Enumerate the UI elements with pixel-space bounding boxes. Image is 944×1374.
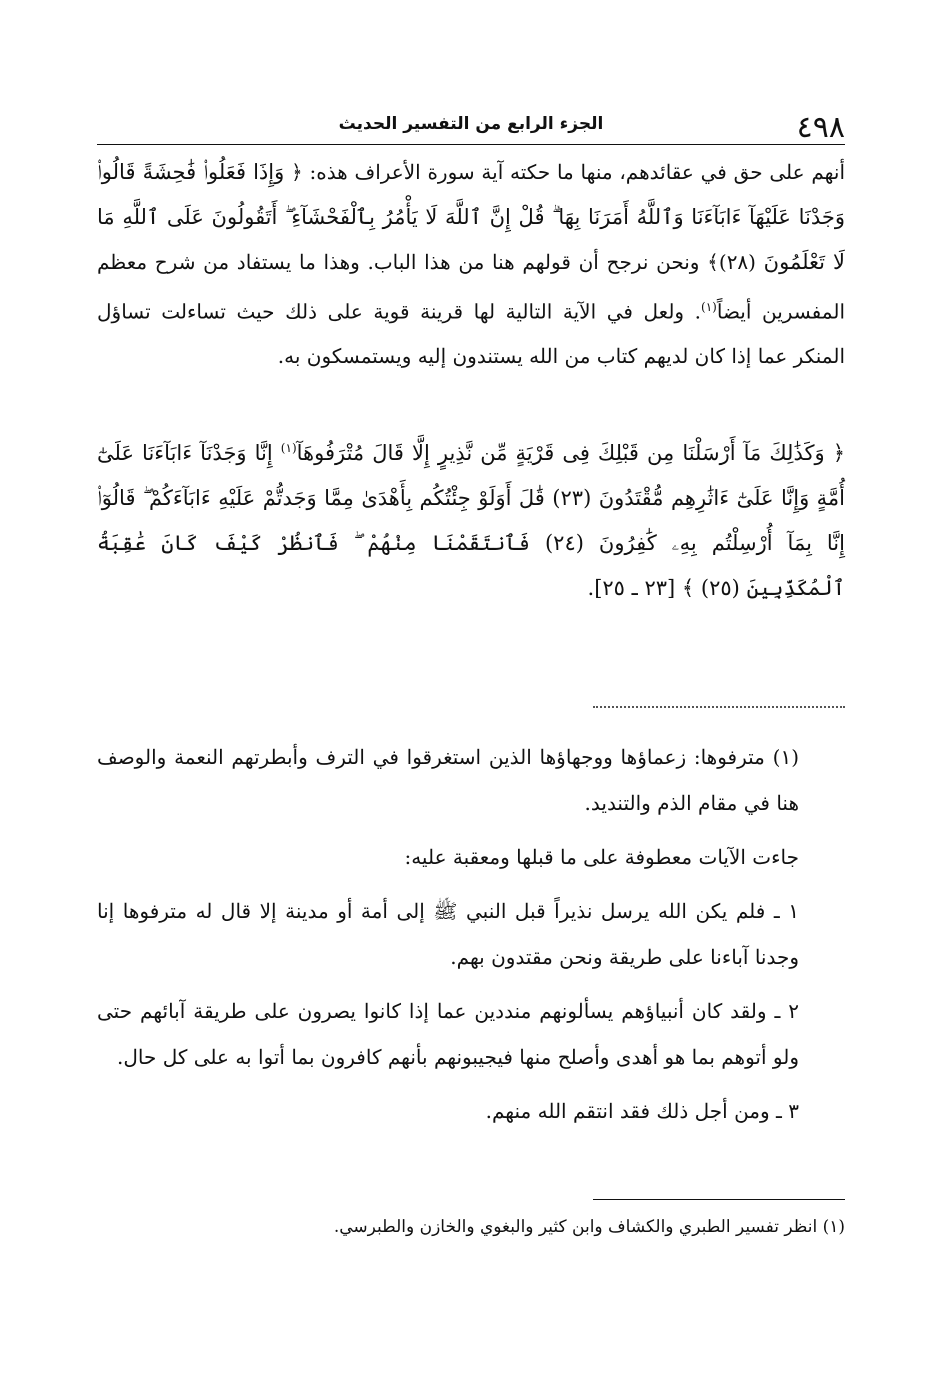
dotted-separator [593, 706, 845, 708]
commentary-intro: جاءت الآيات معطوفة على ما قبلها ومعقبة عليه: [404, 845, 799, 869]
header-rule [97, 144, 845, 145]
ayah-number: (٢٣) [552, 485, 592, 510]
commentary-point-1: ١ ـ فلم يكن الله يرسل نذيراً قبل النبي ﷺ إلى أمة أو مدينة إلا قال له مترفوها إنا وجدنا آباءنا على طريقة ونحن مقتدون بهم. [97, 899, 799, 969]
ayah-text: وَإِذَا فَعَلُوا۟ فَٰحِشَةً قَالُوا۟ وَجَدْنَا عَلَيْهَآ ءَابَآءَنَا وَٱللَّهُ أَمَرَنَا بِهَا ۗ قُلْ إِنَّ ٱللَّهَ لَا يَأْمُرُ بِٱلْفَحْشَآءِ ۖ أَتَقُولُونَ عَلَى ٱللَّهِ مَا لَا تَعْلَمُونَ [97, 160, 845, 274]
ayah-number: (٢٨) [718, 250, 756, 274]
ornate-bracket-close: ﴾ [707, 250, 719, 274]
commentary [97, 734, 845, 1142]
ayah-text: وَكَذَٰلِكَ مَآ أَرْسَلْنَا مِن قَبْلِكَ فِى قَرْيَةٍ مِّن نَّذِيرٍ إِلَّا قَالَ مُتْرَفُوهَآ [296, 440, 825, 465]
running-title: الجزء الرابع من التفسير الحديث [338, 114, 604, 134]
ornate-bracket-open: ﴿ [291, 160, 303, 184]
main-text [97, 150, 845, 611]
paragraph-text: . ولعل في الآية التالية لها قرينة قوية على ذلك حيث تساءلت تساؤل المنكر عما إذا كان لديهم كتاب من الله يستندون إليه ويستمسكون به. [97, 299, 845, 368]
explanatory-note: (١) مترفوها: زعماؤها ووجهاؤها الذين استغرقوا في الترف وأبطرتهم النعمة والوصف هنا في مقام الذم والتنديد. [97, 745, 799, 815]
paragraph-1 [97, 150, 845, 378]
ayah-block [97, 426, 845, 611]
footnote-ref[interactable]: (١) [701, 300, 717, 314]
ayah-number: (٢٤) [544, 530, 584, 555]
footnote: (١) انظر تفسير الطبري والكشاف وابن كثير والبغوي والخازن والطبرسي. [333, 1217, 845, 1237]
page-number: ٤٩٨ [796, 110, 845, 145]
paragraph-text: ونحن نرجح أن قولهم هنا من هذا الباب. وهذا ما يستفاد من شرح معظم المفسرين أيضاً [97, 250, 846, 324]
commentary-point-3: ٣ ـ ومن أجل ذلك فقد انتقم الله منهم. [485, 1099, 799, 1123]
footnote-rule [593, 1199, 845, 1200]
ayah-text: فَٱنتَقَمْنَا مِنْهُمْ ۖ فَٱنظُرْ كَيْفَ كَانَ عَٰقِبَةُ ٱلْمُكَذِّبِينَ [97, 530, 845, 600]
ayah-range: [٢٣ ـ ٢٥]. [587, 575, 682, 600]
commentary-point-2: ٢ ـ ولقد كان أنبياؤهم يسألونهم منددين عما إذا كانوا يصرون على طريقة آبائهم حتى ولو أتوهم بما هو أهدى وأصلح منها فيجيبونهم بأنهم كافرون بما أتوا به على كل حال. [97, 999, 799, 1069]
ayah-number: (٢٥) [700, 575, 740, 600]
footnote-ref[interactable]: (١) [280, 440, 297, 455]
ornate-bracket-close: ﴾ [681, 575, 695, 600]
paragraph-text: أنهم على حق في عقائدهم، منها ما حكته آية سورة الأعراف هذه: [302, 160, 846, 184]
ayah-text: إِنَّا وَجَدْنَآ ءَابَآءَنَا عَلَىٰٓ أُمَّةٍ وَإِنَّا عَلَىٰٓ ءَاثَٰرِهِم مُّقْتَدُونَ [97, 440, 846, 510]
ayah-text: قَٰلَ أَوَلَوْ جِئْتُكُم بِأَهْدَىٰ مِمَّا وَجَدتُّمْ عَلَيْهِ ءَابَآءَكُمْ ۖ قَالُوٓا۟ إِنَّا بِمَآ أُرْسِلْتُم بِهِۦ كَٰفِرُونَ [97, 485, 845, 555]
page-header [97, 106, 845, 146]
ornate-bracket-open: ﴿ [832, 440, 845, 465]
